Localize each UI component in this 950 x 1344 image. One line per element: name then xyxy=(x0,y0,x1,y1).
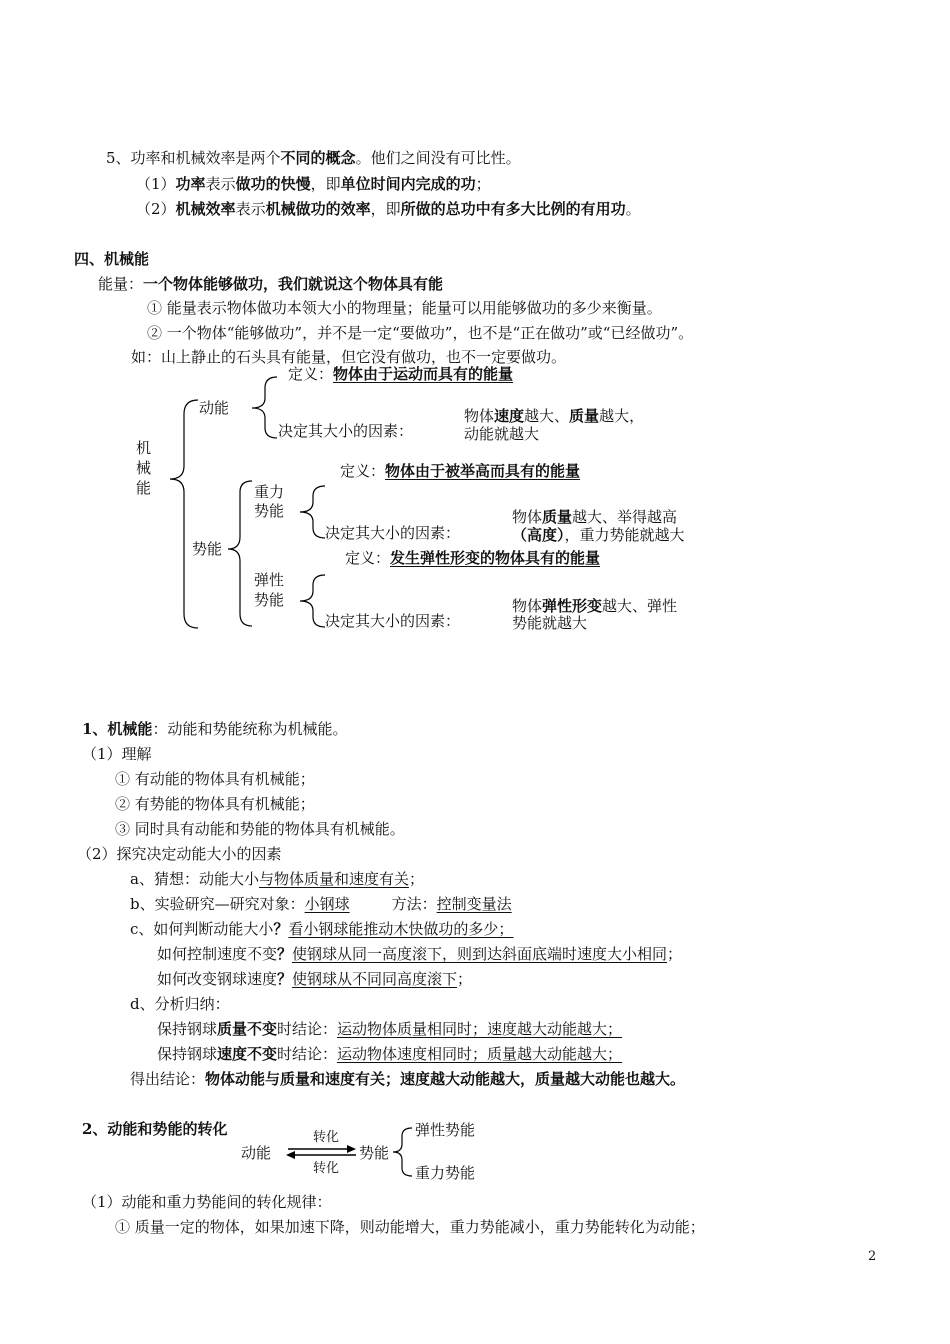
conversion-rule-1: ① 质量一定的物体，如果加速下降，则动能增大，重力势能减小，重力势能转化为动能； xyxy=(115,1218,705,1236)
kinetic-factor-2: 动能就越大 xyxy=(464,425,540,443)
text: 弹性形变 xyxy=(542,597,603,615)
text: 做功的快慢 xyxy=(235,175,311,193)
energy-example: 如：山上静止的石头具有能量，但它没有做功，也不一定要做功。 xyxy=(131,348,567,366)
text: 小钢球 xyxy=(304,895,350,913)
understand-1: ① 有动能的物体具有机械能； xyxy=(115,770,315,788)
page-number: 2 xyxy=(868,1249,877,1264)
energy-item-2: ② 一个物体“能够做功”，并不是一定“要做功”，也不是“正在做功”或“已经做功”。 xyxy=(147,324,694,342)
text: 单位时间内完成的功 xyxy=(340,175,476,193)
text: ，重力势能就越大 xyxy=(564,526,685,544)
explore-d2 xyxy=(157,1044,622,1064)
elastic-factor-2: 势能就越大 xyxy=(512,614,588,632)
text: 质量 xyxy=(569,407,600,425)
diagram-elastic-2: 势能 xyxy=(254,591,285,609)
diagram-elastic-1: 弹性 xyxy=(254,571,285,589)
text: 。 xyxy=(625,200,641,218)
text: 不同的概念 xyxy=(280,149,356,167)
gravity-factor-label: 决定其大小的因素： xyxy=(325,524,461,542)
explore-d1 xyxy=(157,1019,622,1039)
explore-b xyxy=(130,894,512,914)
kinetic-factor-1 xyxy=(464,406,644,426)
text: 方法： xyxy=(391,895,437,913)
text: 运动物体速度相同时；质量越大动能越大； xyxy=(337,1045,623,1063)
understand-2: ② 有势能的物体具有机械能； xyxy=(115,795,315,813)
text: 发生弹性形变的物体具有的能量 xyxy=(390,549,601,567)
text: 如何控制速度不变 xyxy=(157,945,278,963)
text: ； xyxy=(475,175,491,193)
text: ，即 xyxy=(310,175,341,193)
conversion-label-bottom: 转化 xyxy=(313,1161,340,1176)
text: ？ xyxy=(273,920,289,938)
kinetic-def xyxy=(288,364,513,384)
text: 5、功率和机械效率是两个 xyxy=(106,149,281,167)
energy-item-1: ① 能量表示物体做功本领大小的物理量；能量可以用能够做功的多少来衡量。 xyxy=(147,299,662,317)
text: 物体由于运动而具有的能量 xyxy=(333,365,514,383)
text: 越大、举得越高 xyxy=(572,508,678,526)
text: 时结论： xyxy=(277,1020,338,1038)
text: 时结论： xyxy=(277,1045,338,1063)
text: 物体 xyxy=(512,508,543,526)
text: （高度） xyxy=(512,526,565,544)
gravity-factor-2 xyxy=(512,525,685,545)
text: ； xyxy=(408,870,424,888)
text: c、如何判断动能大小 xyxy=(130,920,274,938)
text: ； xyxy=(667,945,683,963)
text: 运动物体质量相同时；速度越大动能越大； xyxy=(337,1020,623,1038)
conversion-gravity: 重力势能 xyxy=(415,1164,476,1182)
elastic-factor-label: 决定其大小的因素： xyxy=(325,612,461,630)
understand-heading: （1）理解 xyxy=(82,745,152,763)
text: 速度不变 xyxy=(217,1045,278,1063)
text: 表示 xyxy=(205,175,236,193)
explore-c xyxy=(130,919,513,939)
text: ：动能和势能统称为机械能。 xyxy=(152,720,348,738)
text: 物体 xyxy=(512,597,543,615)
text: 能量： xyxy=(98,275,144,293)
text: 物体 xyxy=(464,407,495,425)
bracket-gravity xyxy=(300,486,325,538)
text: ？ xyxy=(277,970,293,988)
text: ，即 xyxy=(370,200,401,218)
conversion-title: 2、动能和势能的转化 xyxy=(82,1120,228,1138)
explore-d: d、分析归纳： xyxy=(130,995,230,1013)
text: 越大， xyxy=(599,407,645,425)
text: 越大、弹性 xyxy=(602,597,678,615)
text: 物体由于被举高而具有的能量 xyxy=(385,462,581,480)
text: 与物体质量和速度有关 xyxy=(258,870,409,888)
text: ？ xyxy=(277,945,293,963)
text: 功率 xyxy=(175,175,206,193)
text: 机械做功的效率 xyxy=(265,200,371,218)
arrow-left-head xyxy=(286,1151,295,1159)
text: 。他们之间没有可比性。 xyxy=(355,149,521,167)
mech-energy-title xyxy=(82,719,347,739)
explore-c2 xyxy=(157,944,682,964)
text: （1） xyxy=(136,175,176,193)
text: b、实验研究—研究对象： xyxy=(130,895,305,913)
text: 一个物体能够做功，我们就说这个物体具有能 xyxy=(143,275,444,293)
conversion-kinetic: 动能 xyxy=(241,1144,272,1162)
section-4-title: 四、机械能 xyxy=(74,250,150,268)
text: 定义： xyxy=(340,462,386,480)
arrow-right-head xyxy=(347,1145,356,1153)
text: 速度 xyxy=(494,407,525,425)
diagram-kinetic: 动能 xyxy=(199,399,230,417)
text: 得出结论： xyxy=(130,1070,206,1088)
text: 定义： xyxy=(288,365,334,383)
text: 1、机械能 xyxy=(82,720,153,738)
bracket-elastic xyxy=(300,575,325,627)
conversion-label-top: 转化 xyxy=(313,1130,340,1145)
diagram-root-1: 机 xyxy=(136,439,152,457)
diagram-root-2: 械 xyxy=(136,459,152,477)
text: 保持钢球 xyxy=(157,1020,218,1038)
text: 越大、 xyxy=(524,407,570,425)
text: ； xyxy=(457,970,473,988)
elastic-def xyxy=(345,548,600,568)
text: a、猜想：动能大小 xyxy=(130,870,259,888)
explore-heading: （2）探究决定动能大小的因素 xyxy=(77,845,282,863)
gravity-def xyxy=(340,461,580,481)
text: 质量 xyxy=(542,508,573,526)
explore-c3 xyxy=(157,969,472,989)
diagram-gravity-2: 势能 xyxy=(254,502,285,520)
bracket-conversion xyxy=(393,1128,412,1176)
gravity-factor-1 xyxy=(512,507,677,527)
diagram-gravity-1: 重力 xyxy=(254,483,285,501)
conversion-rule: （1）动能和重力势能间的转化规律： xyxy=(82,1193,332,1211)
kinetic-factor-label: 决定其大小的因素： xyxy=(278,422,414,440)
text: 保持钢球 xyxy=(157,1045,218,1063)
diagram-potential: 势能 xyxy=(192,540,223,558)
text: 机械效率 xyxy=(175,200,236,218)
text: 定义： xyxy=(345,549,391,567)
conversion-potential: 势能 xyxy=(359,1144,390,1162)
explore-conclusion xyxy=(130,1069,685,1089)
text: 如何改变钢球速度 xyxy=(157,970,278,988)
explore-a xyxy=(130,869,424,889)
conversion-elastic: 弹性势能 xyxy=(415,1121,476,1139)
diagram-root-3: 能 xyxy=(136,479,152,497)
text: 质量不变 xyxy=(217,1020,278,1038)
text: （2） xyxy=(136,200,176,218)
text: 表示 xyxy=(235,200,266,218)
understand-3: ③ 同时具有动能和势能的物体具有机械能。 xyxy=(115,820,405,838)
bracket-root xyxy=(170,400,198,628)
text: 看小钢球能推动木快做功的多少； xyxy=(288,920,514,938)
bracket-potential xyxy=(228,481,252,626)
text: 控制变量法 xyxy=(436,895,512,913)
text: 使钢球从同一高度滚下，则到达斜面底端时速度大小相同 xyxy=(292,945,668,963)
text: 使钢球从不同同高度滚下 xyxy=(292,970,458,988)
text: 所做的总功中有多大比例的有用功 xyxy=(400,200,626,218)
text: 物体动能与质量和速度有关；速度越大动能越大，质量越大动能也越大。 xyxy=(205,1070,686,1088)
bracket-kinetic xyxy=(252,377,277,438)
